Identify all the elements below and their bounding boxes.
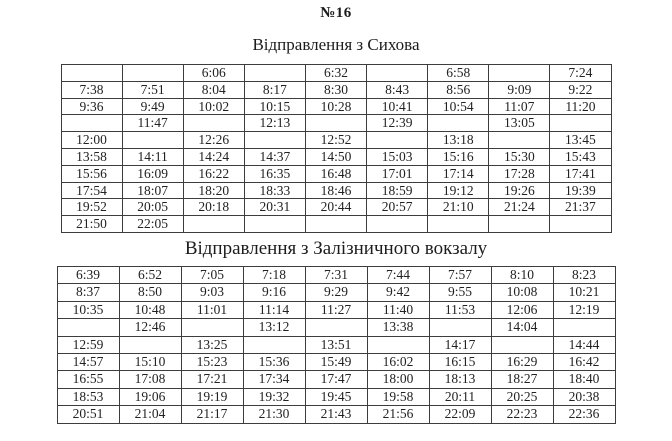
empty-cell — [305, 319, 367, 336]
departures-table-sykhiv — [61, 64, 612, 233]
departure-time-cell: 16:09 — [122, 165, 183, 182]
timetable-row — [57, 319, 615, 336]
empty-cell — [428, 115, 489, 132]
empty-cell — [243, 336, 305, 353]
departure-time-cell: 15:10 — [119, 354, 181, 371]
departure-time-cell: 16:35 — [244, 165, 305, 182]
departure-time-cell: 12:00 — [61, 132, 122, 149]
departure-time-cell: 19:06 — [119, 388, 181, 405]
departure-time-cell: 14:24 — [183, 148, 244, 165]
departure-time-cell: 14:04 — [491, 319, 553, 336]
departure-time-cell: 7:51 — [122, 81, 183, 98]
timetable-row — [61, 182, 611, 199]
departure-time-cell: 15:49 — [305, 354, 367, 371]
empty-cell — [305, 216, 366, 233]
departure-time-cell: 9:29 — [305, 284, 367, 301]
empty-cell — [367, 65, 428, 82]
departure-time-cell: 10:21 — [553, 284, 615, 301]
departure-time-cell: 7:38 — [61, 81, 122, 98]
timetable-row — [57, 388, 615, 405]
departure-time-cell: 18:59 — [367, 182, 428, 199]
departure-time-cell: 11:53 — [429, 301, 491, 318]
departure-time-cell: 22:09 — [429, 406, 491, 423]
departure-time-cell: 8:56 — [428, 81, 489, 98]
departure-time-cell: 17:21 — [181, 371, 243, 388]
departure-time-cell: 8:10 — [491, 266, 553, 283]
departure-time-cell: 9:22 — [550, 81, 611, 98]
departure-time-cell: 19:58 — [367, 388, 429, 405]
departure-time-cell: 18:27 — [491, 371, 553, 388]
departure-time-cell: 20:11 — [429, 388, 491, 405]
departure-time-cell: 14:17 — [429, 336, 491, 353]
departure-time-cell: 16:22 — [183, 165, 244, 182]
departure-time-cell: 7:57 — [429, 266, 491, 283]
departure-time-cell: 12:59 — [57, 336, 119, 353]
departure-time-cell: 17:54 — [61, 182, 122, 199]
departure-time-cell: 20:05 — [122, 199, 183, 216]
departure-time-cell: 16:15 — [429, 354, 491, 371]
timetable-document — [0, 5, 672, 424]
departure-time-cell: 18:00 — [367, 371, 429, 388]
departure-time-cell: 10:08 — [491, 284, 553, 301]
departure-time-cell: 22:23 — [491, 406, 553, 423]
empty-cell — [57, 319, 119, 336]
empty-cell — [119, 336, 181, 353]
departure-time-cell: 9:55 — [429, 284, 491, 301]
departure-time-cell: 19:32 — [243, 388, 305, 405]
timetable-row — [57, 371, 615, 388]
departure-time-cell: 14:50 — [305, 148, 366, 165]
departure-time-cell: 8:37 — [57, 284, 119, 301]
departure-time-cell: 16:29 — [491, 354, 553, 371]
departure-time-cell: 20:38 — [553, 388, 615, 405]
empty-cell — [491, 336, 553, 353]
departure-time-cell: 19:45 — [305, 388, 367, 405]
departure-time-cell: 10:41 — [367, 98, 428, 115]
departure-time-cell: 15:30 — [489, 148, 550, 165]
departure-time-cell: 12:19 — [553, 301, 615, 318]
timetable-row — [57, 406, 615, 423]
empty-cell — [183, 115, 244, 132]
departure-time-cell: 16:02 — [367, 354, 429, 371]
empty-cell — [244, 65, 305, 82]
departure-time-cell: 8:04 — [183, 81, 244, 98]
departure-time-cell: 13:58 — [61, 148, 122, 165]
departure-time-cell: 12:52 — [305, 132, 366, 149]
departure-time-cell: 15:23 — [181, 354, 243, 371]
departure-time-cell: 16:42 — [553, 354, 615, 371]
departure-time-cell: 7:31 — [305, 266, 367, 283]
empty-cell — [61, 65, 122, 82]
departure-time-cell: 16:48 — [305, 165, 366, 182]
departure-time-cell: 10:48 — [119, 301, 181, 318]
departure-time-cell: 7:18 — [243, 266, 305, 283]
departure-time-cell: 19:39 — [550, 182, 611, 199]
departure-time-cell: 8:43 — [367, 81, 428, 98]
departure-time-cell: 22:36 — [553, 406, 615, 423]
empty-cell — [244, 216, 305, 233]
departure-time-cell: 20:44 — [305, 199, 366, 216]
departure-time-cell: 8:30 — [305, 81, 366, 98]
departure-time-cell: 21:17 — [181, 406, 243, 423]
departure-time-cell: 21:37 — [550, 199, 611, 216]
empty-cell — [489, 216, 550, 233]
departure-time-cell: 11:47 — [122, 115, 183, 132]
departure-time-cell: 18:33 — [244, 182, 305, 199]
departure-time-cell: 8:50 — [119, 284, 181, 301]
departure-time-cell: 7:44 — [367, 266, 429, 283]
departure-time-cell: 7:05 — [181, 266, 243, 283]
departure-time-cell: 12:39 — [367, 115, 428, 132]
timetable-row — [61, 216, 611, 233]
departure-time-cell: 9:16 — [243, 284, 305, 301]
departure-time-cell: 6:32 — [305, 65, 366, 82]
empty-cell — [489, 65, 550, 82]
departure-time-cell: 8:17 — [244, 81, 305, 98]
departure-time-cell: 12:46 — [119, 319, 181, 336]
section-title-railway-departures: Відправлення з Залізничного вокзалу — [184, 237, 488, 259]
departure-time-cell: 9:42 — [367, 284, 429, 301]
empty-cell — [553, 319, 615, 336]
departure-time-cell: 6:58 — [428, 65, 489, 82]
timetable-row — [57, 284, 615, 301]
departure-time-cell: 17:14 — [428, 165, 489, 182]
departure-time-cell: 13:25 — [181, 336, 243, 353]
departure-time-cell: 18:20 — [183, 182, 244, 199]
timetable-row — [61, 115, 611, 132]
departure-time-cell: 6:52 — [119, 266, 181, 283]
departure-time-cell: 17:47 — [305, 371, 367, 388]
departure-time-cell: 12:06 — [491, 301, 553, 318]
departure-time-cell: 13:05 — [489, 115, 550, 132]
departure-time-cell: 15:56 — [61, 165, 122, 182]
departure-time-cell: 18:40 — [553, 371, 615, 388]
departure-time-cell: 15:43 — [550, 148, 611, 165]
empty-cell — [122, 132, 183, 149]
departure-time-cell: 19:26 — [489, 182, 550, 199]
departure-time-cell: 9:36 — [61, 98, 122, 115]
timetable-row — [61, 148, 611, 165]
departure-time-cell: 10:35 — [57, 301, 119, 318]
departure-time-cell: 21:43 — [305, 406, 367, 423]
departure-time-cell: 20:31 — [244, 199, 305, 216]
empty-cell — [244, 132, 305, 149]
departure-time-cell: 10:54 — [428, 98, 489, 115]
departure-time-cell: 13:51 — [305, 336, 367, 353]
departure-time-cell: 21:10 — [428, 199, 489, 216]
departure-time-cell: 12:13 — [244, 115, 305, 132]
departure-time-cell: 12:26 — [183, 132, 244, 149]
departure-time-cell: 14:37 — [244, 148, 305, 165]
timetable-row — [57, 354, 615, 371]
departure-time-cell: 15:36 — [243, 354, 305, 371]
empty-cell — [367, 132, 428, 149]
departure-time-cell: 17:08 — [119, 371, 181, 388]
departure-time-cell: 17:41 — [550, 165, 611, 182]
departure-time-cell: 21:04 — [119, 406, 181, 423]
departure-time-cell: 11:01 — [181, 301, 243, 318]
departure-time-cell: 20:57 — [367, 199, 428, 216]
empty-cell — [181, 319, 243, 336]
timetable-row — [61, 199, 611, 216]
departure-time-cell: 9:03 — [181, 284, 243, 301]
empty-cell — [305, 115, 366, 132]
empty-cell — [489, 132, 550, 149]
departure-time-cell: 18:46 — [305, 182, 366, 199]
empty-cell — [550, 216, 611, 233]
departure-time-cell: 13:18 — [428, 132, 489, 149]
timetable-row — [61, 165, 611, 182]
timetable-row — [61, 98, 611, 115]
route-number-title: №16 — [320, 5, 352, 21]
departure-time-cell: 22:05 — [122, 216, 183, 233]
departure-time-cell: 21:50 — [61, 216, 122, 233]
departure-time-cell: 6:39 — [57, 266, 119, 283]
departure-time-cell: 11:07 — [489, 98, 550, 115]
departure-time-cell: 11:40 — [367, 301, 429, 318]
empty-cell — [367, 216, 428, 233]
timetable-row — [57, 336, 615, 353]
departure-time-cell: 21:56 — [367, 406, 429, 423]
departure-time-cell: 11:20 — [550, 98, 611, 115]
departure-time-cell: 16:55 — [57, 371, 119, 388]
departure-time-cell: 10:28 — [305, 98, 366, 115]
departure-time-cell: 13:38 — [367, 319, 429, 336]
departure-time-cell: 19:52 — [61, 199, 122, 216]
departures-table-railway-body — [57, 266, 615, 423]
departure-time-cell: 17:34 — [243, 371, 305, 388]
departure-time-cell: 14:44 — [553, 336, 615, 353]
departure-time-cell: 19:12 — [428, 182, 489, 199]
departure-time-cell: 17:01 — [367, 165, 428, 182]
departure-time-cell: 9:09 — [489, 81, 550, 98]
departure-time-cell: 10:15 — [244, 98, 305, 115]
departure-time-cell: 9:49 — [122, 98, 183, 115]
departure-time-cell: 17:28 — [489, 165, 550, 182]
empty-cell — [429, 319, 491, 336]
empty-cell — [61, 115, 122, 132]
departure-time-cell: 18:53 — [57, 388, 119, 405]
departure-time-cell: 20:25 — [491, 388, 553, 405]
departure-time-cell: 21:24 — [489, 199, 550, 216]
departure-time-cell: 18:07 — [122, 182, 183, 199]
departure-time-cell: 18:13 — [429, 371, 491, 388]
timetable-row — [57, 301, 615, 318]
departure-time-cell: 20:18 — [183, 199, 244, 216]
departure-time-cell: 8:23 — [553, 266, 615, 283]
empty-cell — [122, 65, 183, 82]
empty-cell — [428, 216, 489, 233]
empty-cell — [183, 216, 244, 233]
departure-time-cell: 14:57 — [57, 354, 119, 371]
departure-time-cell: 11:27 — [305, 301, 367, 318]
departure-time-cell: 13:45 — [550, 132, 611, 149]
empty-cell — [550, 115, 611, 132]
departure-time-cell: 10:02 — [183, 98, 244, 115]
empty-cell — [367, 336, 429, 353]
timetable-row — [61, 65, 611, 82]
departures-table-sykhiv-body — [61, 65, 611, 233]
departure-time-cell: 15:03 — [367, 148, 428, 165]
departure-time-cell: 21:30 — [243, 406, 305, 423]
departure-time-cell: 11:14 — [243, 301, 305, 318]
timetable-row — [57, 266, 615, 283]
departures-table-railway — [57, 266, 616, 424]
timetable-row — [61, 81, 611, 98]
departure-time-cell: 7:24 — [550, 65, 611, 82]
departure-time-cell: 13:12 — [243, 319, 305, 336]
section-title-sykhiv-departures: Відправлення з Сихова — [252, 35, 420, 54]
departure-time-cell: 15:16 — [428, 148, 489, 165]
departure-time-cell: 19:19 — [181, 388, 243, 405]
timetable-row — [61, 132, 611, 149]
departure-time-cell: 14:11 — [122, 148, 183, 165]
departure-time-cell: 20:51 — [57, 406, 119, 423]
departure-time-cell: 6:06 — [183, 65, 244, 82]
